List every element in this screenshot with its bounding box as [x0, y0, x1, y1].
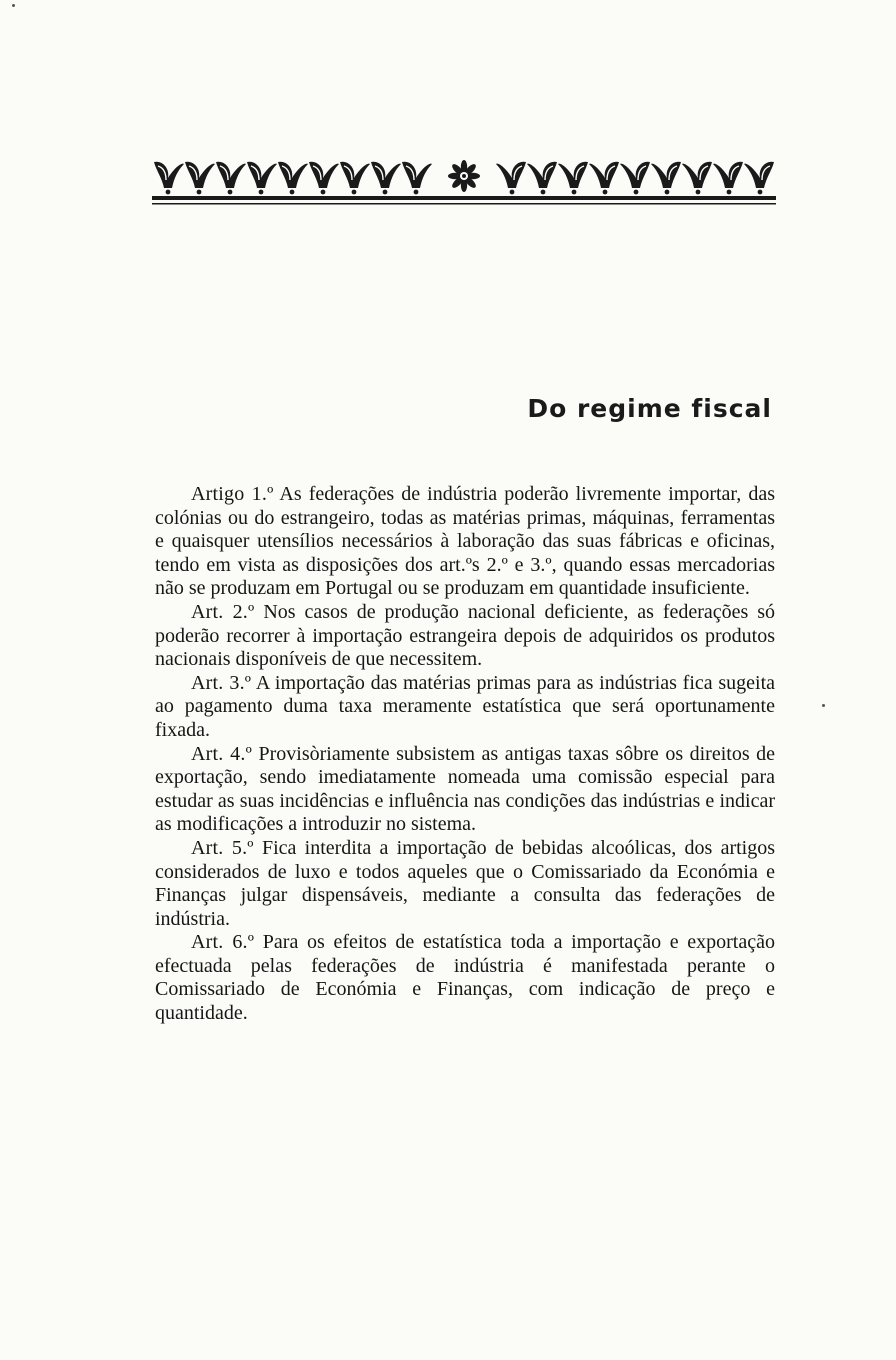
vine-ornament-icon — [152, 156, 776, 208]
article-label: Art. 4.º — [191, 742, 252, 765]
article-5 — [155, 837, 775, 931]
article-label: Art. 2.º — [191, 600, 255, 623]
article-text: Para os efeitos de estatística toda a importação e exportação efectuada pelas federações de indústria é manifestada perante o Comissariado de Económia e Finanças, com indicação de preço e quantidade. — [155, 931, 775, 1025]
paper-speck — [12, 4, 15, 7]
article-label: Art. 5.º — [191, 836, 254, 859]
article-text: Provisòriamente subsistem as antigas taxas sôbre os direitos de exportação, sendo imediatamente nomeada uma comissão especial para estudar as suas incidências e influência nas condições das indústrias e indicar as modificações a introduzir no sistema. — [155, 742, 776, 836]
section-title: Do regime fiscal — [527, 394, 772, 423]
article-2 — [155, 601, 775, 672]
decorative-vine-border — [152, 156, 776, 208]
article-label: Art. 3.º — [191, 671, 252, 694]
article-text: Fica interdita a importação de bebidas alcoólicas, dos artigos considerados de luxo e todos aqueles que o Comissariado da Económia e Finanças julgar dispensáveis, mediante a consulta das federações de indústria. — [155, 836, 776, 930]
article-3 — [155, 672, 775, 743]
article-6 — [155, 931, 775, 1025]
paper-speck — [822, 704, 825, 707]
article-1 — [155, 483, 775, 601]
articles-body — [155, 483, 775, 1026]
article-text: As federações de indústria poderão livremente importar, das colónias ou do estrangeiro, todas as matérias primas, máquinas, ferramentas e quaisquer utensílios necessários à laboração das suas fábricas e oficinas, tendo em vista as disposições dos art.ºs 2.º e 3.º, quando essas mercadorias não se produzam em Portugal ou se produzam em quantidade insuficiente. — [155, 483, 775, 600]
article-4 — [155, 743, 775, 837]
article-label: Artigo 1.º — [191, 483, 274, 505]
article-text: A importação das matérias primas para as indústrias fica sugeita ao pagamento duma taxa meramente estatística que será oportunamente fixada. — [155, 671, 776, 741]
article-text: Nos casos de produção nacional deficiente, as federações só poderão recorrer à importação estrangeira depois de adquiridos os produtos nacionais disponíveis de que necessitem. — [155, 600, 776, 671]
article-label: Art. 6.º — [191, 931, 255, 954]
